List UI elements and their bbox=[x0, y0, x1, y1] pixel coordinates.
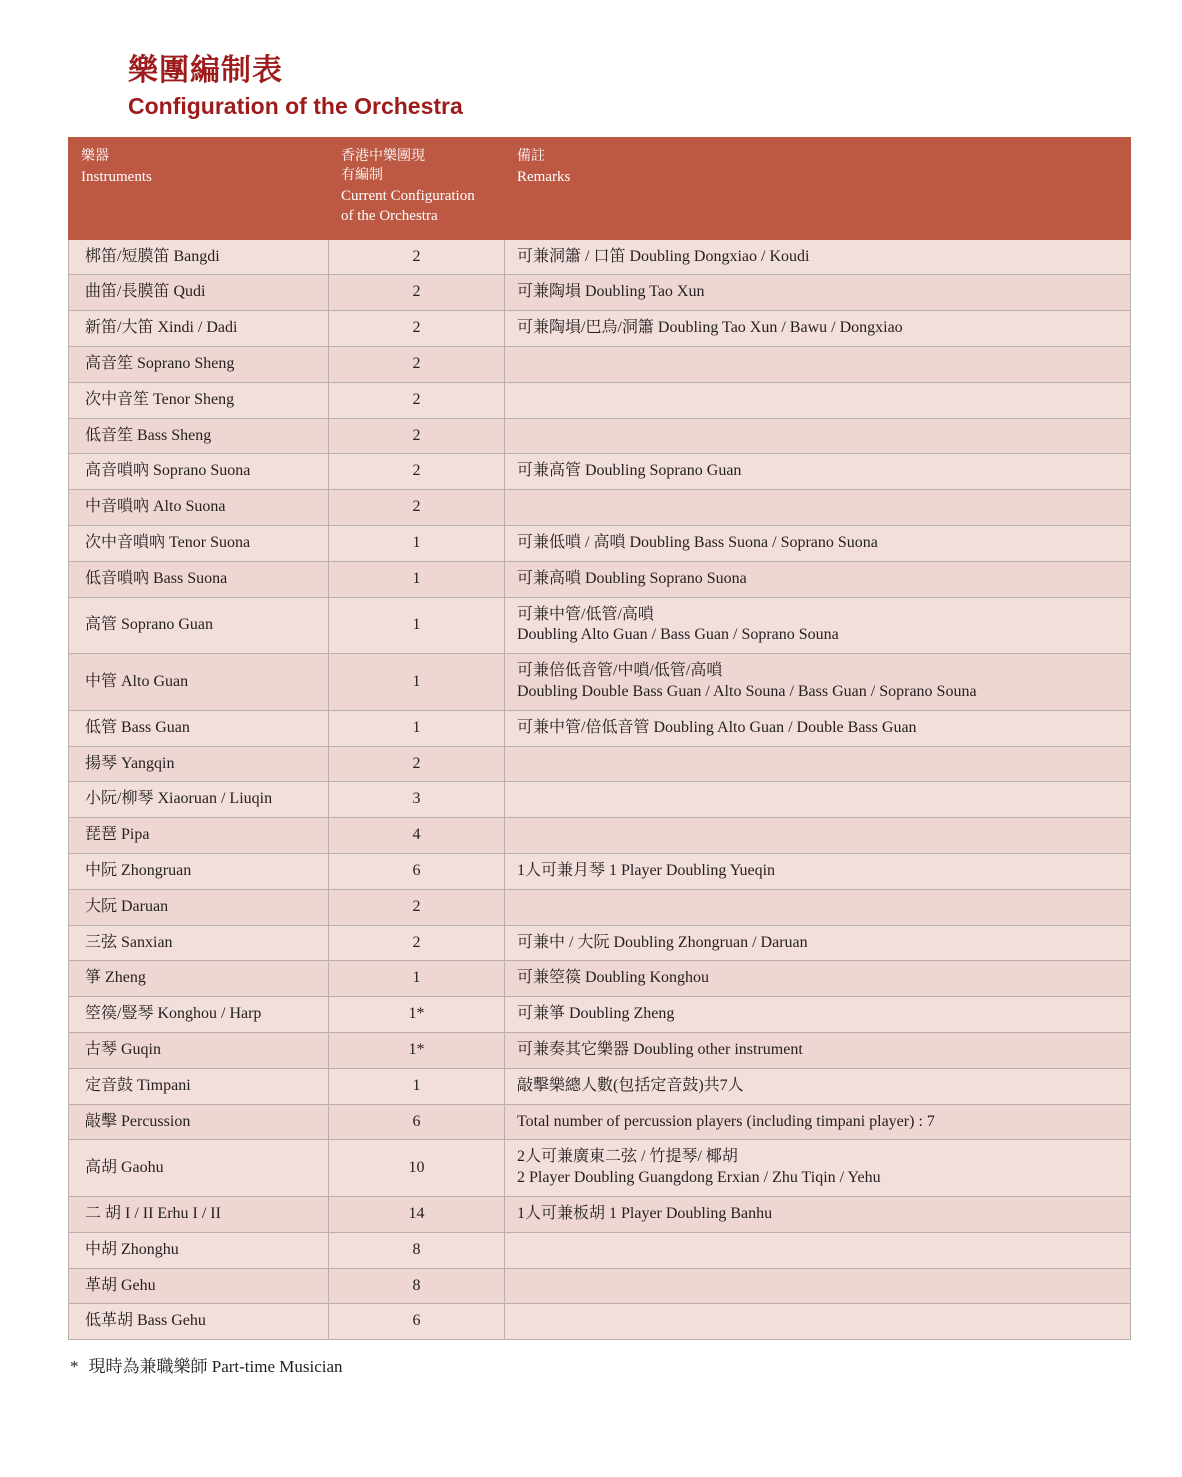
table-row bbox=[69, 1304, 1131, 1340]
cell-count: 2 bbox=[329, 746, 505, 782]
cell-remark-line: 2 Player Doubling Guangdong Erxian / Zhu Tiqin / Yehu bbox=[517, 1169, 881, 1187]
column-header-remarks bbox=[505, 138, 1131, 239]
column-header-current-configuration bbox=[329, 138, 505, 239]
cell-instrument: 定音鼓 Timpani bbox=[69, 1068, 329, 1104]
cell-remark-line: 可兼奏其它樂器 Doubling other instrument bbox=[517, 1041, 803, 1058]
page-title-en: Configuration of the Orchestra bbox=[128, 92, 463, 119]
table-row bbox=[69, 818, 1131, 854]
table-row bbox=[69, 925, 1131, 961]
cell-count: 2 bbox=[329, 889, 505, 925]
cell-remark-line: 1人可兼月琴 1 Player Doubling Yueqin bbox=[517, 862, 776, 880]
cell-instrument: 曲笛/長膜笛 Qudi bbox=[69, 275, 329, 311]
cell-instrument: 琵琶 Pipa bbox=[69, 818, 329, 854]
cell-count: 14 bbox=[329, 1196, 505, 1232]
cell-count: 2 bbox=[329, 490, 505, 526]
cell-count: 3 bbox=[329, 782, 505, 818]
cell-remark bbox=[505, 1033, 1131, 1069]
cell-remark-line: 1人可兼板胡 1 Player Doubling Banhu bbox=[517, 1204, 773, 1222]
cell-remark bbox=[505, 275, 1131, 311]
table-row bbox=[69, 1068, 1131, 1104]
cell-remark-line: 可兼箜篌 Doubling Konghou bbox=[517, 969, 710, 987]
cell-instrument: 新笛/大笛 Xindi / Dadi bbox=[69, 311, 329, 347]
cell-remark bbox=[505, 1268, 1131, 1304]
footnote bbox=[70, 1352, 1124, 1377]
cell-count: 2 bbox=[329, 418, 505, 454]
cell-instrument: 次中音嗩吶 Tenor Suona bbox=[69, 526, 329, 562]
cell-count: 8 bbox=[329, 1268, 505, 1304]
cell-instrument: 革胡 Gehu bbox=[69, 1268, 329, 1304]
table-row bbox=[69, 654, 1131, 711]
table-row bbox=[69, 710, 1131, 746]
cell-instrument: 中音嗩吶 Alto Suona bbox=[69, 490, 329, 526]
cell-instrument: 揚琴 Yangqin bbox=[69, 746, 329, 782]
page-title bbox=[128, 52, 1124, 121]
cell-count: 1 bbox=[329, 654, 505, 711]
cell-count: 1 bbox=[329, 561, 505, 597]
cell-remark-line: 可兼倍低音管/中嗩/低管/高嗩 bbox=[517, 662, 723, 680]
footnote-marker: * bbox=[70, 1357, 79, 1377]
table-row bbox=[69, 746, 1131, 782]
table-row bbox=[69, 1268, 1131, 1304]
table-row bbox=[69, 1104, 1131, 1140]
cell-count: 2 bbox=[329, 454, 505, 490]
column-header-config-en-line1: Current Configuration bbox=[341, 188, 475, 205]
table-row bbox=[69, 854, 1131, 890]
cell-remark-line: 敲擊樂總人數(包括定音鼓)共7人 bbox=[517, 1076, 744, 1094]
cell-instrument: 古琴 Guqin bbox=[69, 1033, 329, 1069]
table-row bbox=[69, 526, 1131, 562]
table-row bbox=[69, 782, 1131, 818]
cell-remark-line: Doubling Alto Guan / Bass Guan / Soprano Souna bbox=[517, 626, 839, 644]
footnote-text: 現時為兼職樂師 Part-time Musician bbox=[88, 1357, 343, 1377]
cell-remark bbox=[505, 854, 1131, 890]
cell-remark bbox=[505, 239, 1131, 275]
cell-count: 6 bbox=[329, 1104, 505, 1140]
cell-instrument: 二 胡 I / II Erhu I / II bbox=[69, 1196, 329, 1232]
cell-remark bbox=[505, 418, 1131, 454]
cell-remark-line: 可兼中 / 大阮 Doubling Zhongruan / Daruan bbox=[517, 933, 808, 951]
cell-remark bbox=[505, 746, 1131, 782]
cell-count: 1 bbox=[329, 961, 505, 997]
cell-remark-line: 可兼箏 Doubling Zheng bbox=[517, 1005, 675, 1023]
table-row bbox=[69, 597, 1131, 654]
cell-remark bbox=[505, 782, 1131, 818]
cell-remark bbox=[505, 1140, 1131, 1197]
cell-count: 2 bbox=[329, 382, 505, 418]
table-row bbox=[69, 454, 1131, 490]
orchestra-configuration-table bbox=[68, 137, 1131, 1340]
column-header-config-zh-line2: 有編制 bbox=[341, 168, 383, 184]
cell-remark bbox=[505, 382, 1131, 418]
table-row bbox=[69, 275, 1131, 311]
cell-count: 6 bbox=[329, 854, 505, 890]
cell-count: 1 bbox=[329, 597, 505, 654]
cell-instrument: 低管 Bass Guan bbox=[69, 710, 329, 746]
column-header-instruments-en: Instruments bbox=[81, 169, 152, 186]
column-header-remarks-zh: 備註 bbox=[517, 149, 545, 165]
cell-instrument: 中阮 Zhongruan bbox=[69, 854, 329, 890]
cell-remark-line: 可兼中管/倍低音管 Doubling Alto Guan / Double Bass Guan bbox=[517, 718, 917, 736]
cell-count: 1 bbox=[329, 526, 505, 562]
cell-remark bbox=[505, 1232, 1131, 1268]
cell-instrument: 中管 Alto Guan bbox=[69, 654, 329, 711]
cell-remark bbox=[505, 561, 1131, 597]
table-row bbox=[69, 311, 1131, 347]
table-row bbox=[69, 347, 1131, 383]
cell-remark bbox=[505, 1304, 1131, 1340]
cell-remark-line: 可兼陶塤/巴烏/洞簫 Doubling Tao Xun / Bawu / Dongxiao bbox=[517, 319, 903, 337]
cell-instrument: 低音笙 Bass Sheng bbox=[69, 418, 329, 454]
column-header-remarks-en: Remarks bbox=[517, 169, 571, 186]
table-head bbox=[69, 138, 1131, 239]
table-row bbox=[69, 1196, 1131, 1232]
cell-count: 6 bbox=[329, 1304, 505, 1340]
cell-remark bbox=[505, 818, 1131, 854]
cell-remark-line: 可兼中管/低管/高嗩 bbox=[517, 605, 654, 623]
column-header-instruments-zh: 樂器 bbox=[81, 149, 109, 165]
cell-instrument: 低革胡 Bass Gehu bbox=[69, 1304, 329, 1340]
cell-remark bbox=[505, 961, 1131, 997]
cell-remark-line: 可兼高嗩 Doubling Soprano Suona bbox=[517, 569, 747, 587]
cell-remark bbox=[505, 1068, 1131, 1104]
table-row bbox=[69, 490, 1131, 526]
cell-remark bbox=[505, 311, 1131, 347]
column-header-config-en-line2: of the Orchestra bbox=[341, 208, 438, 225]
cell-count: 1 bbox=[329, 710, 505, 746]
cell-remark-line: 可兼洞簫 / 口笛 Doubling Dongxiao / Koudi bbox=[517, 247, 810, 265]
cell-count: 4 bbox=[329, 818, 505, 854]
cell-count: 2 bbox=[329, 347, 505, 383]
cell-instrument: 高音嗩吶 Soprano Suona bbox=[69, 454, 329, 490]
cell-count: 1* bbox=[329, 997, 505, 1033]
table-row bbox=[69, 418, 1131, 454]
table-row bbox=[69, 889, 1131, 925]
cell-instrument: 高胡 Gaohu bbox=[69, 1140, 329, 1197]
cell-instrument: 中胡 Zhonghu bbox=[69, 1232, 329, 1268]
cell-remark bbox=[505, 347, 1131, 383]
cell-count: 8 bbox=[329, 1232, 505, 1268]
cell-instrument: 高管 Soprano Guan bbox=[69, 597, 329, 654]
cell-count: 2 bbox=[329, 275, 505, 311]
cell-remark bbox=[505, 597, 1131, 654]
table-body bbox=[69, 239, 1131, 1340]
cell-instrument: 大阮 Daruan bbox=[69, 889, 329, 925]
cell-instrument: 箏 Zheng bbox=[69, 961, 329, 997]
cell-remark bbox=[505, 526, 1131, 562]
table-row bbox=[69, 382, 1131, 418]
cell-remark bbox=[505, 710, 1131, 746]
table-row bbox=[69, 961, 1131, 997]
cell-remark bbox=[505, 1196, 1131, 1232]
cell-instrument: 三弦 Sanxian bbox=[69, 925, 329, 961]
cell-instrument: 小阮/柳琴 Xiaoruan / Liuqin bbox=[69, 782, 329, 818]
cell-remark bbox=[505, 925, 1131, 961]
cell-count: 2 bbox=[329, 311, 505, 347]
cell-instrument: 敲擊 Percussion bbox=[69, 1104, 329, 1140]
cell-instrument: 梆笛/短膜笛 Bangdi bbox=[69, 239, 329, 275]
table-header-row bbox=[69, 138, 1131, 239]
cell-remark bbox=[505, 889, 1131, 925]
cell-count: 10 bbox=[329, 1140, 505, 1197]
cell-instrument: 低音嗩吶 Bass Suona bbox=[69, 561, 329, 597]
table-row bbox=[69, 1033, 1131, 1069]
cell-remark bbox=[505, 654, 1131, 711]
table-row bbox=[69, 1232, 1131, 1268]
cell-remark-line: Total number of percussion players (including timpani player) : 7 bbox=[517, 1112, 935, 1130]
cell-count: 2 bbox=[329, 239, 505, 275]
cell-remark bbox=[505, 997, 1131, 1033]
cell-remark bbox=[505, 454, 1131, 490]
cell-count: 1* bbox=[329, 1033, 505, 1069]
table-row bbox=[69, 1140, 1131, 1197]
cell-instrument: 高音笙 Soprano Sheng bbox=[69, 347, 329, 383]
cell-remark-line: 可兼高管 Doubling Soprano Guan bbox=[517, 462, 742, 480]
cell-remark bbox=[505, 1104, 1131, 1140]
cell-instrument: 箜篌/豎琴 Konghou / Harp bbox=[69, 997, 329, 1033]
page-title-zh: 樂團編制表 bbox=[128, 54, 283, 87]
cell-remark-line: 可兼低嗩 / 高嗩 Doubling Bass Suona / Soprano Suona bbox=[517, 534, 878, 552]
cell-remark bbox=[505, 490, 1131, 526]
cell-remark-line: 2人可兼廣東二弦 / 竹提琴/ 椰胡 bbox=[517, 1148, 738, 1166]
cell-remark-line: 可兼陶塤 Doubling Tao Xun bbox=[517, 283, 705, 301]
table-row bbox=[69, 997, 1131, 1033]
cell-instrument: 次中音笙 Tenor Sheng bbox=[69, 382, 329, 418]
table-row bbox=[69, 561, 1131, 597]
column-header-config-zh-line1: 香港中樂團現 bbox=[341, 149, 425, 165]
column-header-instruments bbox=[69, 138, 329, 239]
cell-count: 2 bbox=[329, 925, 505, 961]
table-row bbox=[69, 239, 1131, 275]
cell-count: 1 bbox=[329, 1068, 505, 1104]
cell-remark-line: Doubling Double Bass Guan / Alto Souna / Bass Guan / Soprano Souna bbox=[517, 683, 977, 701]
